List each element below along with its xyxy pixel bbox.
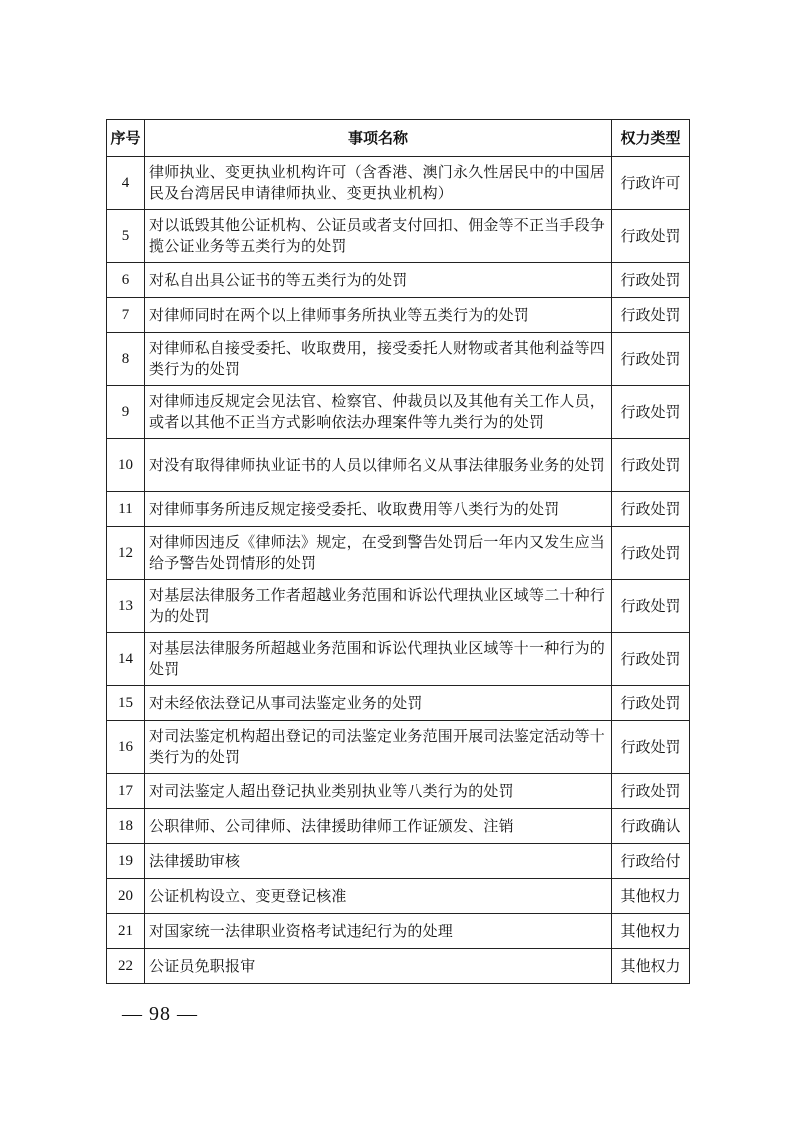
serial-number: 14 bbox=[107, 633, 145, 686]
power-list-table bbox=[106, 119, 690, 984]
item-name: 对未经依法登记从事司法鉴定业务的处罚 bbox=[145, 686, 612, 721]
serial-number: 4 bbox=[107, 157, 145, 210]
table-row bbox=[107, 527, 690, 580]
power-type: 行政处罚 bbox=[612, 298, 690, 333]
serial-number: 8 bbox=[107, 333, 145, 386]
power-type: 行政处罚 bbox=[612, 580, 690, 633]
serial-number: 7 bbox=[107, 298, 145, 333]
header-power-type: 权力类型 bbox=[612, 120, 690, 157]
serial-number: 12 bbox=[107, 527, 145, 580]
item-name: 对律师因违反《律师法》规定，在受到警告处罚后一年内又发生应当给予警告处罚情形的处罚 bbox=[145, 527, 612, 580]
serial-number: 5 bbox=[107, 210, 145, 263]
power-type: 行政处罚 bbox=[612, 774, 690, 809]
item-name: 法律援助审核 bbox=[145, 844, 612, 879]
table-row bbox=[107, 914, 690, 949]
item-name: 公职律师、公司律师、法律援助律师工作证颁发、注销 bbox=[145, 809, 612, 844]
table-row bbox=[107, 210, 690, 263]
power-type: 其他权力 bbox=[612, 879, 690, 914]
header-serial-number: 序号 bbox=[107, 120, 145, 157]
header-item-name: 事项名称 bbox=[145, 120, 612, 157]
table-header-row bbox=[107, 120, 690, 157]
item-name: 对私自出具公证书的等五类行为的处罚 bbox=[145, 263, 612, 298]
item-name: 对没有取得律师执业证书的人员以律师名义从事法律服务业务的处罚 bbox=[145, 439, 612, 492]
power-type: 行政处罚 bbox=[612, 721, 690, 774]
power-type: 行政处罚 bbox=[612, 263, 690, 298]
power-type: 行政给付 bbox=[612, 844, 690, 879]
power-type: 行政处罚 bbox=[612, 686, 690, 721]
table-row bbox=[107, 774, 690, 809]
serial-number: 18 bbox=[107, 809, 145, 844]
table-row bbox=[107, 721, 690, 774]
table-row bbox=[107, 263, 690, 298]
serial-number: 10 bbox=[107, 439, 145, 492]
serial-number: 17 bbox=[107, 774, 145, 809]
serial-number: 19 bbox=[107, 844, 145, 879]
power-type: 行政确认 bbox=[612, 809, 690, 844]
serial-number: 15 bbox=[107, 686, 145, 721]
table-row bbox=[107, 686, 690, 721]
table-row bbox=[107, 879, 690, 914]
power-type: 行政处罚 bbox=[612, 333, 690, 386]
serial-number: 22 bbox=[107, 949, 145, 984]
table-row bbox=[107, 809, 690, 844]
table-row bbox=[107, 633, 690, 686]
item-name: 公证员免职报审 bbox=[145, 949, 612, 984]
serial-number: 11 bbox=[107, 492, 145, 527]
power-type: 行政处罚 bbox=[612, 386, 690, 439]
item-name: 对律师私自接受委托、收取费用，接受委托人财物或者其他利益等四类行为的处罚 bbox=[145, 333, 612, 386]
power-type: 其他权力 bbox=[612, 914, 690, 949]
serial-number: 6 bbox=[107, 263, 145, 298]
item-name: 公证机构设立、变更登记核准 bbox=[145, 879, 612, 914]
item-name: 对律师违反规定会见法官、检察官、仲裁员以及其他有关工作人员，或者以其他不正当方式影响依法办理案件等九类行为的处罚 bbox=[145, 386, 612, 439]
table-row bbox=[107, 492, 690, 527]
serial-number: 20 bbox=[107, 879, 145, 914]
table-row bbox=[107, 439, 690, 492]
table-row bbox=[107, 157, 690, 210]
table-row bbox=[107, 298, 690, 333]
serial-number: 16 bbox=[107, 721, 145, 774]
table-row bbox=[107, 333, 690, 386]
power-type: 行政处罚 bbox=[612, 492, 690, 527]
item-name: 律师执业、变更执业机构许可（含香港、澳门永久性居民中的中国居民及台湾居民申请律师执业、变更执业机构） bbox=[145, 157, 612, 210]
item-name: 对律师同时在两个以上律师事务所执业等五类行为的处罚 bbox=[145, 298, 612, 333]
table-row bbox=[107, 386, 690, 439]
page-number: — 98 — bbox=[122, 1003, 198, 1025]
item-name: 对国家统一法律职业资格考试违纪行为的处理 bbox=[145, 914, 612, 949]
item-name: 对基层法律服务工作者超越业务范围和诉讼代理执业区域等二十种行为的处罚 bbox=[145, 580, 612, 633]
item-name: 对司法鉴定人超出登记执业类别执业等八类行为的处罚 bbox=[145, 774, 612, 809]
power-type: 行政处罚 bbox=[612, 527, 690, 580]
power-type: 行政处罚 bbox=[612, 439, 690, 492]
item-name: 对基层法律服务所超越业务范围和诉讼代理执业区域等十一种行为的处罚 bbox=[145, 633, 612, 686]
power-type: 行政处罚 bbox=[612, 210, 690, 263]
item-name: 对律师事务所违反规定接受委托、收取费用等八类行为的处罚 bbox=[145, 492, 612, 527]
item-name: 对以诋毁其他公证机构、公证员或者支付回扣、佣金等不正当手段争揽公证业务等五类行为的处罚 bbox=[145, 210, 612, 263]
serial-number: 13 bbox=[107, 580, 145, 633]
table-row bbox=[107, 949, 690, 984]
item-name: 对司法鉴定机构超出登记的司法鉴定业务范围开展司法鉴定活动等十类行为的处罚 bbox=[145, 721, 612, 774]
serial-number: 21 bbox=[107, 914, 145, 949]
serial-number: 9 bbox=[107, 386, 145, 439]
power-type: 行政许可 bbox=[612, 157, 690, 210]
power-type: 其他权力 bbox=[612, 949, 690, 984]
table-row bbox=[107, 844, 690, 879]
power-type: 行政处罚 bbox=[612, 633, 690, 686]
table-row bbox=[107, 580, 690, 633]
